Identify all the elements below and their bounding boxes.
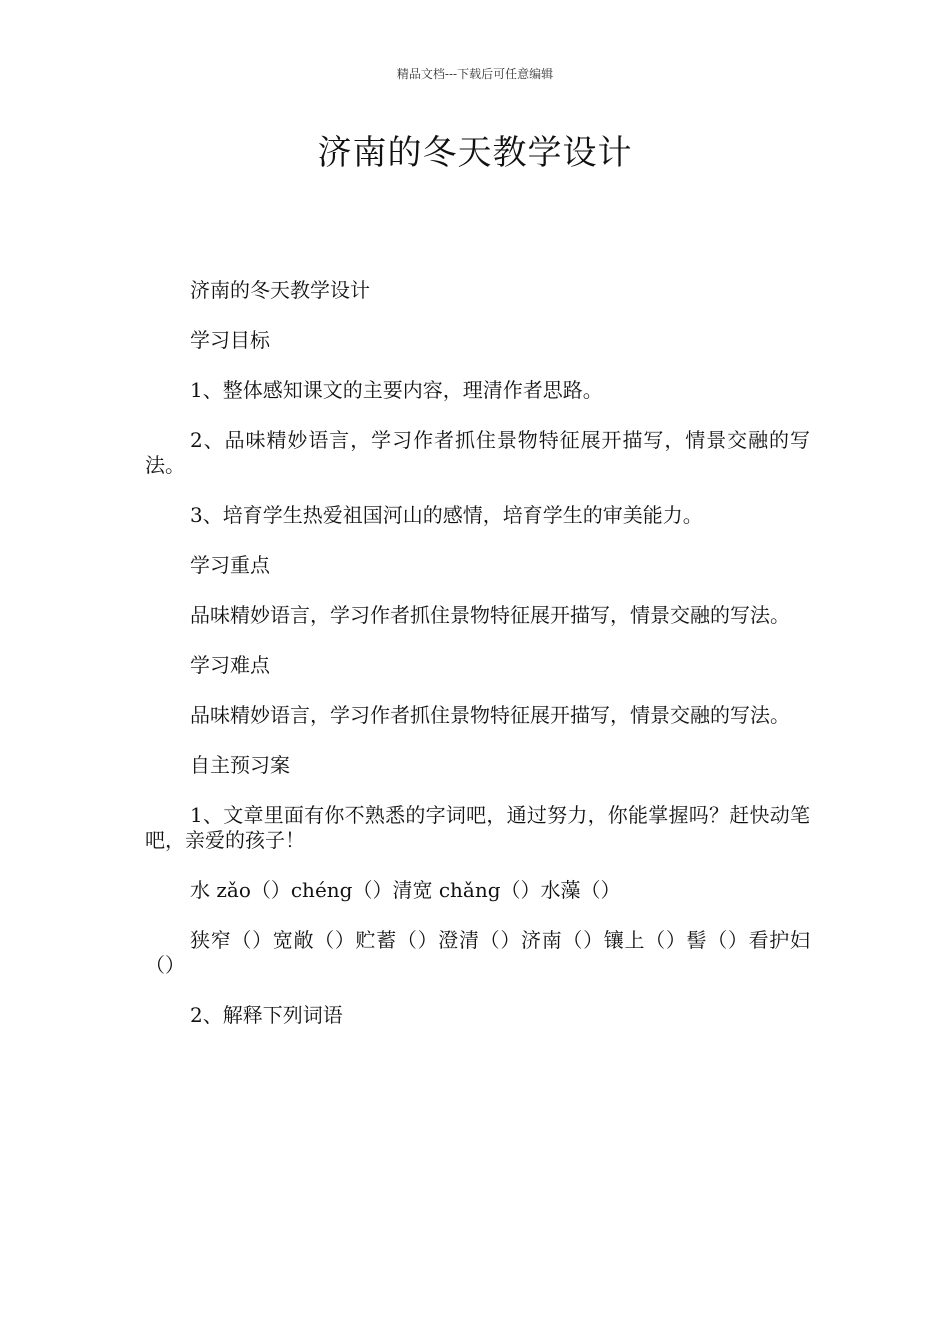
document-title: 济南的冬天教学设计 xyxy=(317,133,633,173)
key-points-text: 品味精妙语言，学习作者抓住景物特征展开描写，情景交融的写法。 xyxy=(190,603,790,627)
page-header: 精品文档---下载后可任意编辑 xyxy=(396,67,554,81)
self-study-item-2: 2、解释下列词语 xyxy=(190,1003,343,1027)
heading-difficulties: 学习难点 xyxy=(190,653,270,677)
objective-item-3: 3、培育学生热爱祖国河山的感情，培育学生的审美能力。 xyxy=(190,503,703,527)
objective-item-2: 2、品味精妙语言，学习作者抓住景物特征展开描写，情景交融的写法。 xyxy=(145,428,810,477)
difficulties-text: 品味精妙语言，学习作者抓住景物特征展开描写，情景交融的写法。 xyxy=(190,703,790,727)
objective-item-1: 1、整体感知课文的主要内容，理清作者思路。 xyxy=(190,378,603,402)
document-body xyxy=(145,278,810,1053)
paragraph-subtitle: 济南的冬天教学设计 xyxy=(190,278,370,302)
heading-key-points: 学习重点 xyxy=(190,553,270,577)
heading-learning-objectives: 学习目标 xyxy=(190,328,270,352)
self-study-item-1: 1、文章里面有你不熟悉的字词吧，通过努力，你能掌握吗？赶快动笔吧，亲爱的孩子！ xyxy=(145,803,810,852)
pinyin-exercise-line: 水 zǎo（）chéng（）清宽 chǎng（）水藻（） xyxy=(190,878,621,902)
heading-self-study: 自主预习案 xyxy=(190,753,290,777)
word-exercise-line: 狭窄（）宽敞（）贮蓄（）澄清（）济南（）镶上（）髻（）看护妇（） xyxy=(145,928,810,977)
